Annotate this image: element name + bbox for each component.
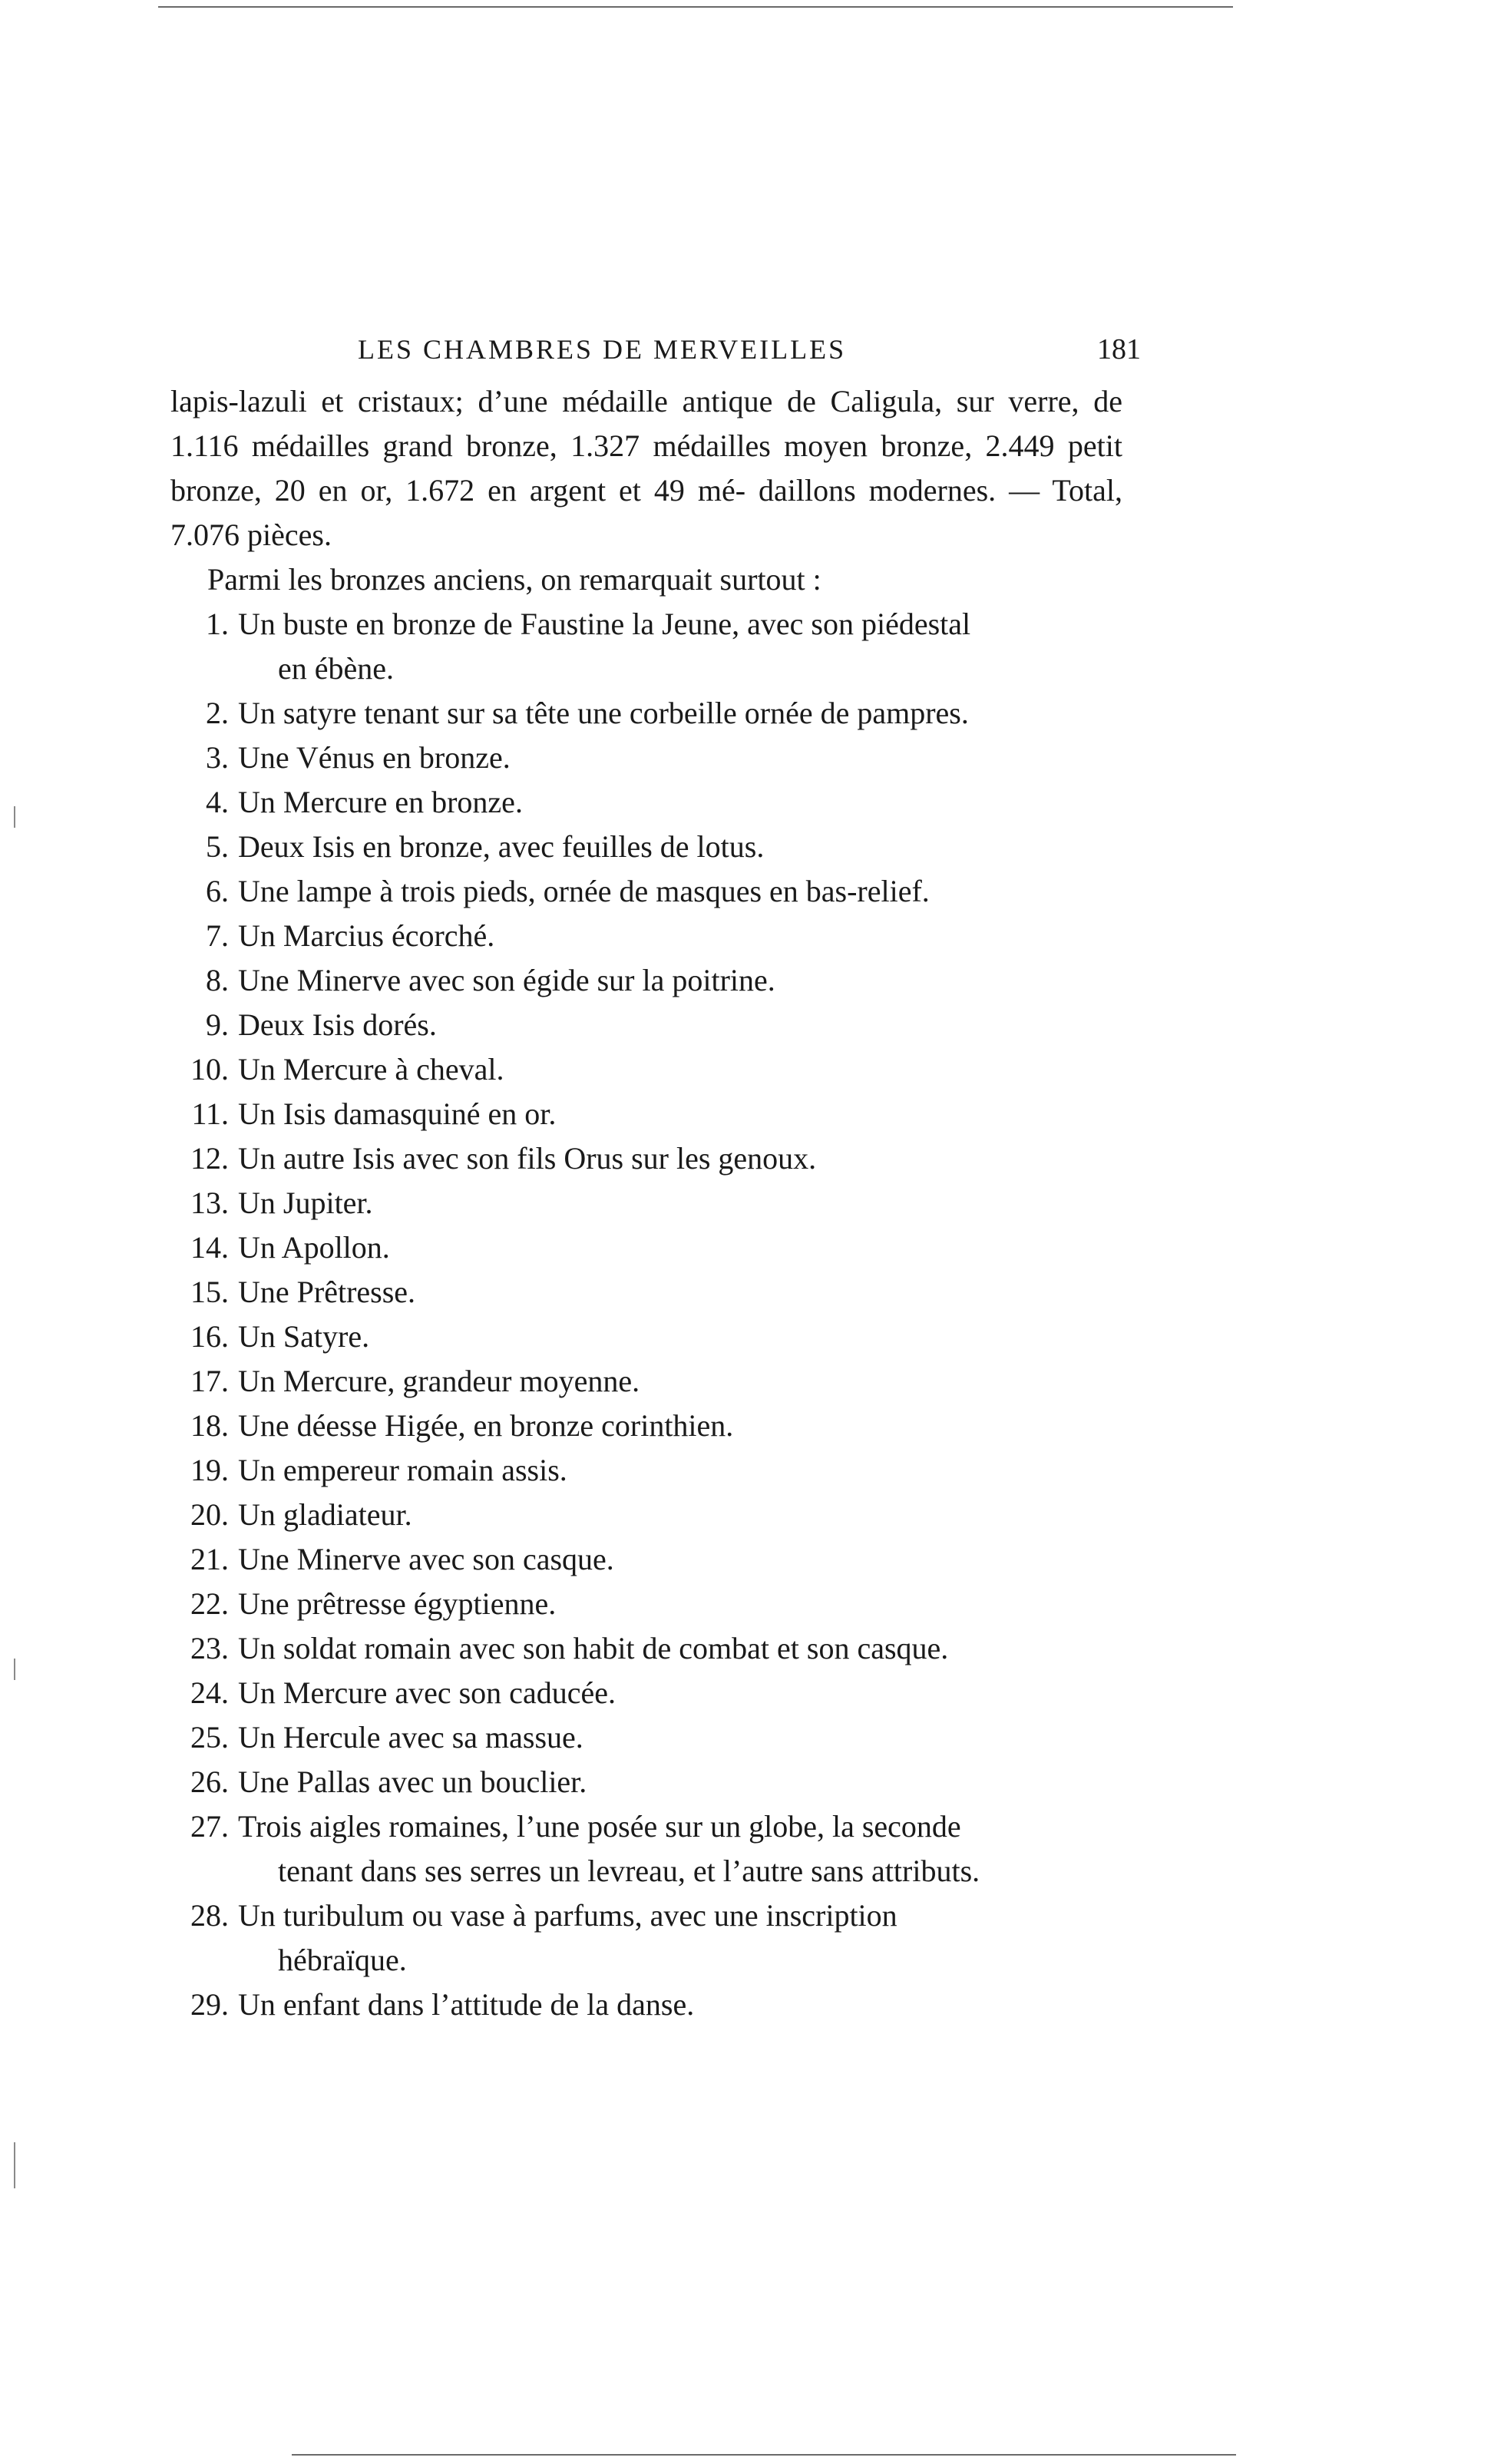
list-item <box>170 1983 1122 2027</box>
item-number: 11. <box>191 1096 229 1131</box>
item-number: 3. <box>206 740 229 775</box>
item-number: 20. <box>190 1497 229 1532</box>
item-text: Un empereur romain assis. <box>238 1453 567 1487</box>
scan-edge-line-top <box>158 6 1233 8</box>
item-text: Un Marcius écorché. <box>238 918 495 953</box>
running-head: LES CHAMBRES DE MERVEILLES <box>358 334 847 365</box>
page-body <box>170 379 1122 2027</box>
scan-edge-mark-left-lower <box>14 1659 15 1680</box>
scan-edge-line-bottom <box>292 2454 1236 2456</box>
list-item <box>170 1315 1122 1359</box>
item-number: 17. <box>190 1364 229 1398</box>
list-item <box>170 914 1122 958</box>
item-text: Une lampe à trois pieds, ornée de masques en bas-relief. <box>238 874 930 908</box>
item-number: 23. <box>190 1631 229 1665</box>
item-number: 28. <box>190 1898 229 1933</box>
intro-paragraph <box>170 379 1122 557</box>
list-item <box>170 869 1122 914</box>
page-header <box>358 330 1141 369</box>
scan-edge-mark-left <box>14 806 15 828</box>
item-text-continuation: en ébène. <box>278 651 395 686</box>
list-item <box>170 958 1122 1003</box>
list-item <box>170 1760 1122 1804</box>
item-text: Deux Isis dorés. <box>238 1007 437 1042</box>
item-text: Un Jupiter. <box>238 1186 373 1220</box>
item-number: 27. <box>190 1809 229 1844</box>
item-number: 29. <box>190 1987 229 2022</box>
lead-in-text: Parmi les bronzes anciens, on remarquait surtout : <box>207 562 821 597</box>
item-text: Une prêtresse égyptienne. <box>238 1586 557 1621</box>
item-text: Une déesse Higée, en bronze corinthien. <box>238 1408 734 1443</box>
intro-line-4: daillons modernes. — Total, 7.076 pièces. <box>170 473 1122 552</box>
item-text: Un Isis damasquiné en or. <box>238 1096 557 1131</box>
list-item <box>170 1537 1122 1582</box>
item-text: Un soldat romain avec son habit de combat et son casque. <box>238 1631 949 1665</box>
item-text <box>238 1893 1098 1983</box>
list-item <box>170 1359 1122 1404</box>
item-text: Un Hercule avec sa massue. <box>238 1720 583 1755</box>
list-item <box>170 1225 1122 1270</box>
list-item <box>170 691 1122 736</box>
item-text-continuation: tenant dans ses serres un levreau, et l’autre sans attributs. <box>278 1854 980 1888</box>
list-item <box>170 1448 1122 1493</box>
list-item <box>170 602 1122 691</box>
item-text-line: Trois aigles romaines, l’une posée sur un globe, la seconde <box>238 1809 961 1844</box>
item-text: Un Satyre. <box>238 1319 370 1354</box>
item-text: Une Minerve avec son casque. <box>238 1542 614 1576</box>
item-number: 16. <box>190 1319 229 1354</box>
list-item <box>170 1136 1122 1181</box>
intro-line-1: lapis-lazuli et cristaux; d’une médaille antique de Caligula, sur <box>170 384 994 418</box>
item-number: 1. <box>206 607 229 641</box>
item-text: Un Apollon. <box>238 1230 390 1265</box>
item-number: 9. <box>206 1007 229 1042</box>
list-item <box>170 1270 1122 1315</box>
item-number: 5. <box>206 829 229 864</box>
item-text: Une Vénus en bronze. <box>238 740 511 775</box>
scan-edge-mark-left-bottom <box>14 2142 15 2188</box>
list-item <box>170 1804 1122 1893</box>
item-number: 4. <box>206 785 229 819</box>
list-item <box>170 1003 1122 1047</box>
item-text-continuation: hébraïque. <box>278 1943 407 1977</box>
item-number: 7. <box>206 918 229 953</box>
item-text: Une Pallas avec un bouclier. <box>238 1764 587 1799</box>
item-text: Un satyre tenant sur sa tête une corbeille ornée de pampres. <box>238 696 969 730</box>
item-number: 2. <box>206 696 229 730</box>
item-text-line: Un buste en bronze de Faustine la Jeune, avec son piédestal <box>238 607 971 641</box>
list-item <box>170 1715 1122 1760</box>
item-text <box>238 1804 1098 1893</box>
item-text: Un gladiateur. <box>238 1497 412 1532</box>
item-text-line: Un turibulum ou vase à parfums, avec une inscription <box>238 1898 897 1933</box>
item-text: Un enfant dans l’attitude de la danse. <box>238 1987 695 2022</box>
item-number: 6. <box>206 874 229 908</box>
item-text: Un Mercure, grandeur moyenne. <box>238 1364 640 1398</box>
item-number: 26. <box>190 1764 229 1799</box>
page-number: 181 <box>1097 333 1141 365</box>
list-item <box>170 1582 1122 1626</box>
intro-line-2: verre, de 1.116 médailles grand bronze, 1.327 médailles moyen <box>170 384 1123 463</box>
item-number: 14. <box>190 1230 229 1265</box>
intro-line-3: bronze, 2.449 petit bronze, 20 en or, 1.672 en argent et 49 mé- <box>170 428 1122 508</box>
item-number: 22. <box>190 1586 229 1621</box>
list-item <box>170 736 1122 780</box>
item-text: Un autre Isis avec son fils Orus sur les genoux. <box>238 1141 817 1176</box>
list-item <box>170 1404 1122 1448</box>
item-text <box>238 602 1098 691</box>
item-text: Un Mercure en bronze. <box>238 785 523 819</box>
item-text: Deux Isis en bronze, avec feuilles de lotus. <box>238 829 765 864</box>
item-number: 10. <box>190 1052 229 1086</box>
item-text: Une Minerve avec son égide sur la poitrine. <box>238 963 775 997</box>
item-text: Un Mercure avec son caducée. <box>238 1675 616 1710</box>
list-item <box>170 1893 1122 1983</box>
list-item <box>170 1493 1122 1537</box>
item-number: 19. <box>190 1453 229 1487</box>
list-item <box>170 1626 1122 1671</box>
item-number: 24. <box>190 1675 229 1710</box>
list-item <box>170 1181 1122 1225</box>
bronze-list <box>170 602 1122 2027</box>
item-number: 18. <box>190 1408 229 1443</box>
item-text: Une Prêtresse. <box>238 1275 416 1309</box>
item-text: Un Mercure à cheval. <box>238 1052 504 1086</box>
item-number: 8. <box>206 963 229 997</box>
item-number: 15. <box>190 1275 229 1309</box>
list-item <box>170 780 1122 825</box>
list-item <box>170 825 1122 869</box>
item-number: 25. <box>190 1720 229 1755</box>
lead-in-sentence <box>170 557 1122 602</box>
item-number: 12. <box>190 1141 229 1176</box>
list-item <box>170 1047 1122 1092</box>
list-item <box>170 1671 1122 1715</box>
item-number: 13. <box>190 1186 229 1220</box>
list-item <box>170 1092 1122 1136</box>
item-number: 21. <box>190 1542 229 1576</box>
